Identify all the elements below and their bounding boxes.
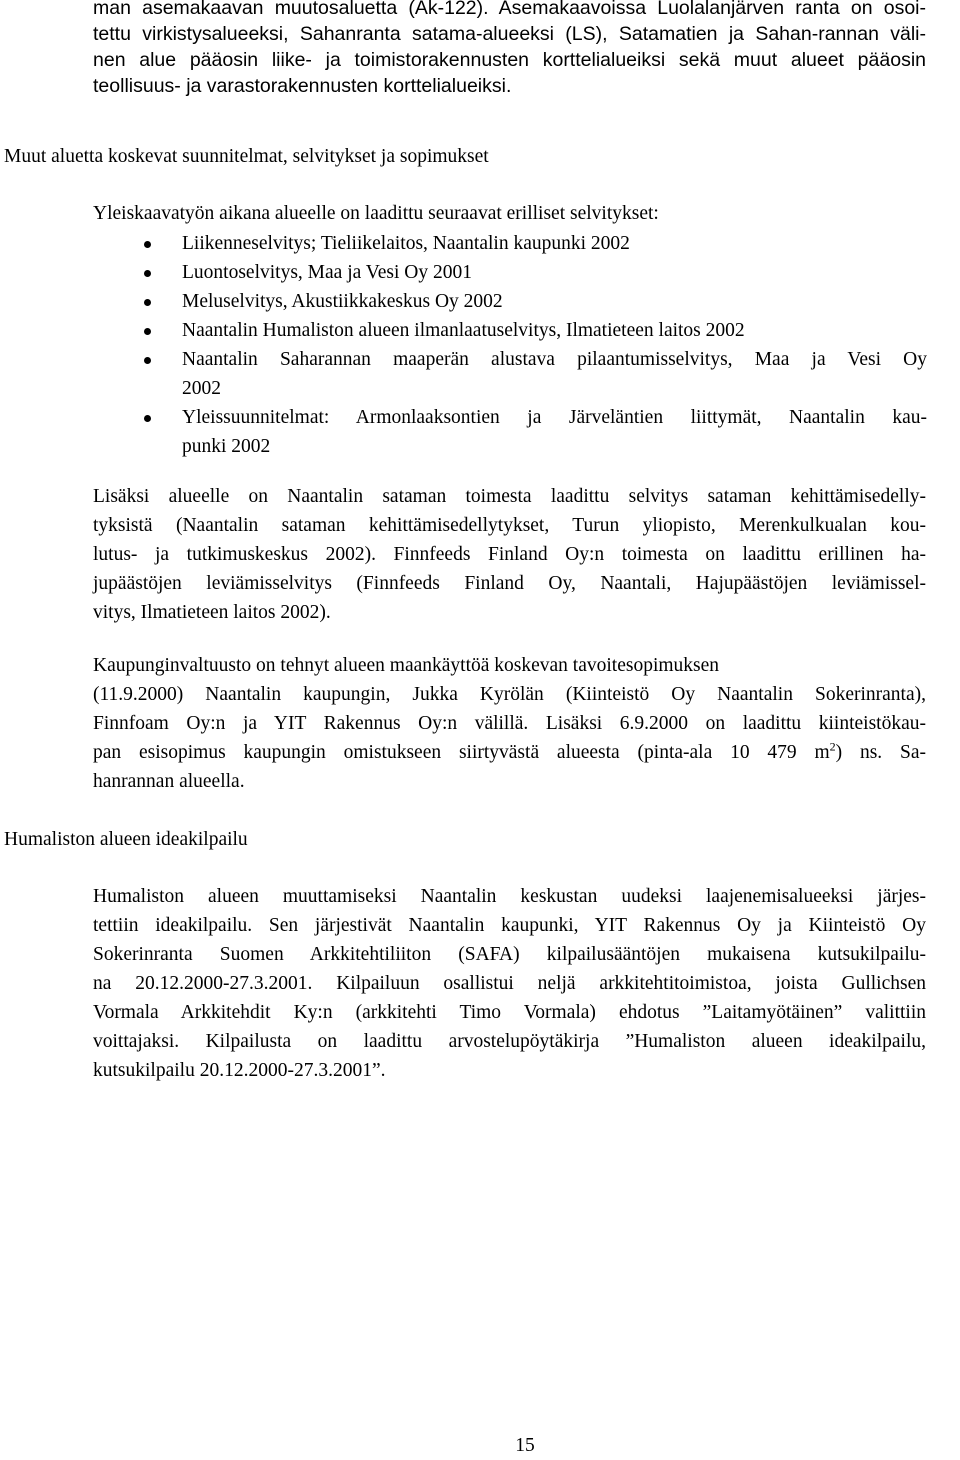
list-item-text: Luontoselvitys, Maa ja Vesi Oy 2001 [182, 262, 472, 283]
paragraph-line: tyksistä (Naantalin sataman kehittämisedellytykset, Turun yliopisto, Merenkulkualan kou- [93, 515, 926, 536]
paragraph-line: Kaupunginvaltuusto on tehnyt alueen maankäyttöä koskevan tavoitesopimuksen [93, 655, 720, 676]
superscript-text: 2 [829, 739, 836, 754]
list-item [93, 403, 933, 461]
paragraph-line: lutus- ja tutkimuskeskus 2002). Finnfeeds Finland Oy:n toimesta on laadittu erillinen ha- [93, 544, 926, 565]
paragraph-line: tettiin ideakilpailu. Sen järjestivät Naantalin kaupunki, YIT Rakennus Oy ja Kiinteistö Oy [93, 915, 926, 936]
survey-lead-line: Yleiskaavatyön aikana alueelle on laadittu seuraavat erilliset selvitykset: [93, 203, 659, 224]
idea-competition-paragraph [93, 882, 926, 1085]
list-item-line: 2002 [182, 378, 221, 399]
list-item [93, 287, 933, 316]
paragraph-line: Finnfoam Oy:n ja YIT Rakennus Oy:n välillä. Lisäksi 6.9.2000 on laadittu kiinteistökau- [93, 713, 926, 734]
paragraph-line: na 20.12.2000-27.3.2001. Kilpailuun osallistui neljä arkkitehtitoimistoa, joista Gullichsen [93, 973, 926, 994]
intro-paragraph [93, 0, 926, 99]
paragraph-line: voittajaksi. Kilpailusta on laadittu arvostelupöytäkirja ”Humaliston alueen ideakilpailu, [93, 1031, 926, 1052]
bullet-icon [144, 299, 151, 306]
paragraph-line: vitys, Ilmatieteen laitos 2002). [93, 602, 331, 623]
list-item [93, 258, 933, 287]
list-item-line: punki 2002 [182, 436, 271, 457]
land-use-agreement-paragraph [93, 651, 926, 796]
paragraph-text: ) ns. Sa- [835, 742, 926, 763]
section-heading-idea-competition: Humaliston alueen ideakilpailu [4, 829, 248, 850]
bullet-icon [144, 415, 151, 422]
intro-line: teollisuus- ja varastorakennusten korttelialueiksi. [93, 75, 512, 97]
paragraph-text: pan esisopimus kaupungin omistukseen siirtyvästä alueesta (pinta-ala 10 479 m [93, 742, 830, 763]
bullet-icon [144, 241, 151, 248]
harbour-survey-paragraph [93, 482, 926, 627]
survey-lead-text [93, 199, 933, 228]
page-number: 15 [515, 1435, 535, 1456]
list-item-text: Naantalin Humaliston alueen ilmanlaatuselvitys, Ilmatieteen laitos 2002 [182, 320, 745, 341]
list-item-text: Liikenneselvitys; Tieliikelaitos, Naantalin kaupunki 2002 [182, 233, 630, 254]
list-item-line: Yleissuunnitelmat: Armonlaaksontien ja Järveläntien liittymät, Naantalin kau- [182, 407, 927, 428]
survey-list [93, 229, 933, 461]
list-item-line: Naantalin Saharannan maaperän alustava pilaantumisselvitys, Maa ja Vesi Oy [182, 349, 927, 370]
bullet-icon [144, 270, 151, 277]
paragraph-line: Humaliston alueen muuttamiseksi Naantalin keskustan uudeksi laajenemisalueeksi järjes- [93, 886, 926, 907]
bullet-icon [144, 357, 151, 364]
list-item [93, 345, 933, 403]
list-item [93, 316, 933, 345]
list-item [93, 229, 933, 258]
paragraph-line: kutsukilpailu 20.12.2000-27.3.2001”. [93, 1060, 386, 1081]
section-heading-other-plans: Muut aluetta koskevat suunnitelmat, selvitykset ja sopimukset [4, 146, 489, 167]
paragraph-line: hanrannan alueella. [93, 771, 245, 792]
intro-line: man asemakaavan muutosaluetta (Ak-122). Asemakaavoissa Luolalanjärven ranta on osoi- [93, 0, 926, 19]
bullet-icon [144, 328, 151, 335]
intro-line: tettu virkistysalueeksi, Sahanranta satama-alueeksi (LS), Satamatien ja Sahan-rannan väli- [93, 23, 926, 45]
intro-line: nen alue pääosin liike- ja toimistorakennusten korttelialueiksi sekä muut alueet pääosin [93, 49, 926, 71]
list-item-text: Meluselvitys, Akustiikkakeskus Oy 2002 [182, 291, 503, 312]
paragraph-line: (11.9.2000) Naantalin kaupungin, Jukka Kyrölän (Kiinteistö Oy Naantalin Sokerinranta), [93, 684, 926, 705]
list-item-text [182, 345, 927, 403]
paragraph-line: Vormala Arkkitehdit Ky:n (arkkitehti Timo Vormala) ehdotus ”Laitamyötäinen” valittiin [93, 1002, 926, 1023]
paragraph-line: Lisäksi alueelle on Naantalin sataman toimesta laadittu selvitys sataman kehittämisedelly- [93, 486, 926, 507]
paragraph-line [93, 738, 926, 767]
paragraph-line: Sokerinranta Suomen Arkkitehtiliiton (SAFA) kilpailusääntöjen mukaisena kutsukilpailu- [93, 944, 926, 965]
list-item-text [182, 403, 927, 461]
paragraph-line: jupäästöjen leviämisselvitys (Finnfeeds Finland Oy, Naantali, Hajupäästöjen leviämissel- [93, 573, 926, 594]
